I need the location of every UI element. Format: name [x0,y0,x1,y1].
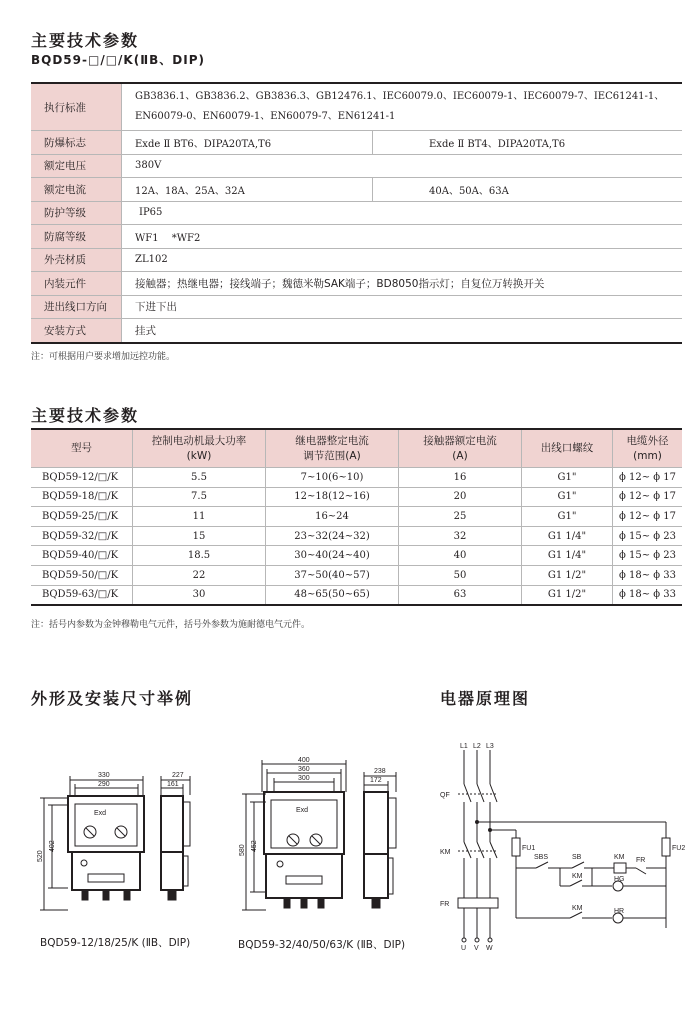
table-row [31,565,682,585]
table-cell: ϕ 12~ ϕ 17 [613,468,683,488]
table-row [31,131,682,155]
table-cell: ϕ 15~ ϕ 23 [613,546,683,566]
label-sbs: SBS [534,854,549,861]
label-km-aux1: KM [572,873,583,880]
table-cell: 48~65(50~65) [266,585,399,605]
exd-label: Exd [296,807,309,814]
row-label: 额定电压 [31,154,122,178]
col-header: 出线口螺纹 [522,429,613,468]
row-label: 安装方式 [31,319,122,343]
table-cell: 23~32(24~32) [266,526,399,546]
row-value: 挂式 [122,319,683,343]
table-cell: BQD59-25/□/K [31,507,133,527]
row-value: GB3836.1、GB3836.2、GB3836.3、GB12476.1、IEC60079.0、IEC60079-1、IEC60079-7、IEC61241-1、 EN60079-0、EN60079-1、EN60079-7、EN61241-1 [122,83,683,131]
dim-height-outer: 580 [239,844,246,856]
spec-table-1 [31,82,682,344]
dim-width-outer: 330 [98,772,110,779]
table-cell: BQD59-63/□/K [31,585,133,605]
label-l1: L1 [460,743,468,750]
table-cell: 40 [399,546,522,566]
table-cell: 37~50(40~57) [266,565,399,585]
label-l2: L2 [473,743,481,750]
dim-width-inner: 290 [98,781,110,788]
table-row [31,487,682,507]
table-cell: G1" [522,487,613,507]
dim-height-outer: 520 [37,850,44,862]
table-cell: ϕ 12~ ϕ 17 [613,487,683,507]
exd-label: Exd [94,810,107,817]
table-row [31,225,682,249]
row-label: 执行标准 [31,83,122,131]
table-cell: 30 [133,585,266,605]
dim-width-outer: 400 [298,757,310,764]
table-cell: BQD59-12/□/K [31,468,133,488]
section1-note: 注：可根据用户要求增加远控功能。 [31,352,176,362]
label-km-aux2: KM [572,905,583,912]
table-cell: BQD59-32/□/K [31,526,133,546]
table-cell: 50 [399,565,522,585]
table-cell: 11 [133,507,266,527]
dim-depth-outer: 227 [172,772,184,779]
table-row [31,295,682,319]
table-cell: G1 1/4" [522,526,613,546]
label-qf: QF [440,792,450,799]
label-fu2: FU2 [672,845,686,852]
col-header: 型号 [31,429,133,468]
table-row [31,507,682,527]
dim-width-mid: 360 [298,766,310,773]
label-sb: SB [572,854,582,861]
row-value: 下进下出 [122,295,683,319]
section1-title: 主要技术参数 [31,31,140,50]
label-u: U [461,945,467,952]
table-cell: 25 [399,507,522,527]
label-km: KM [440,849,451,856]
dim-depth-inner: 161 [167,781,179,788]
label-l3: L3 [486,743,494,750]
row-value: ZL102 [122,248,683,272]
table-row [31,468,682,488]
table-row [31,272,682,296]
section4-title: 电器原理图 [440,689,531,708]
table-cell: 63 [399,585,522,605]
table-row [31,546,682,566]
spec-table-2 [31,428,682,606]
row-value: 380V [122,154,683,178]
table-cell: BQD59-40/□/K [31,546,133,566]
table-cell: 5.5 [133,468,266,488]
table-cell: G1 1/4" [522,546,613,566]
table-cell: 16 [399,468,522,488]
table-cell: ϕ 18~ ϕ 33 [613,565,683,585]
enclosure-drawing-2 [236,752,416,922]
table-cell: 15 [133,526,266,546]
label-w: W [486,945,493,952]
section3-title: 外形及安装尺寸举例 [31,689,194,708]
row-label: 防腐等级 [31,225,122,249]
table-row [31,585,682,605]
row-value-left: 12A、18A、25A、32A [122,178,373,202]
label-km-coil: KM [614,854,625,861]
row-value: 接触器；热继电器；接线端子；魏德米勒SAK端子；BD8050指示灯；自复位万转换开关 [122,272,683,296]
table-cell: 18.5 [133,546,266,566]
enclosure-drawing-1 [28,760,208,920]
table-row [31,178,682,202]
row-value: WF1 *WF2 [122,225,683,249]
col-header: 继电器整定电流 调节范围(A) [266,429,399,468]
dim-height-inner: 402 [49,840,56,852]
row-label: 额定电流 [31,178,122,202]
table-cell: BQD59-18/□/K [31,487,133,507]
table-cell: G1" [522,507,613,527]
col-header: 电缆外径 (mm) [613,429,683,468]
row-label: 外壳材质 [31,248,122,272]
table-cell: 32 [399,526,522,546]
row-value: IP65 [122,201,683,225]
row-value-left: Exde Ⅱ BT6、DIPA20TA,T6 [122,131,373,155]
table-cell: 7.5 [133,487,266,507]
row-label: 防护等级 [31,201,122,225]
table-cell: G1" [522,468,613,488]
section2-note: 注：括号内参数为金钟穆勒电气元件，括号外参数为施耐德电气元件。 [31,620,311,630]
dim-height-inner: 452 [251,840,258,852]
table-row [31,83,682,131]
label-fu1: FU1 [522,845,536,852]
row-label: 内装元件 [31,272,122,296]
drawing2-caption: BQD59-32/40/50/63/K (ⅡB、DIP) [238,939,406,951]
row-label: 防爆标志 [31,131,122,155]
dim-depth-outer: 238 [374,768,386,775]
table-row [31,319,682,343]
table-cell: 16~24 [266,507,399,527]
section2-title: 主要技术参数 [31,406,140,425]
label-fr-contact: FR [636,857,646,864]
dim-depth-inner: 172 [370,777,382,784]
dim-width-inner: 300 [298,775,310,782]
table-cell: ϕ 12~ ϕ 17 [613,507,683,527]
row-label: 进出线口方向 [31,295,122,319]
table-row [31,526,682,546]
table-row [31,248,682,272]
table-cell: ϕ 15~ ϕ 23 [613,526,683,546]
table-cell: ϕ 18~ ϕ 33 [613,585,683,605]
table-row [31,154,682,178]
section1-model: BQD59-□/□/K(ⅡB、DIP) [31,53,205,67]
label-hg: HG [614,876,625,883]
row-value-right: Exde Ⅱ BT4、DIPA20TA,T6 [373,131,683,155]
table-cell: G1 1/2" [522,565,613,585]
table-cell: 12~18(12~16) [266,487,399,507]
table-header-row [31,429,682,468]
table-cell: 22 [133,565,266,585]
row-value-right: 40A、50A、63A [373,178,683,202]
table-cell: G1 1/2" [522,585,613,605]
table-cell: 20 [399,487,522,507]
table-row [31,201,682,225]
label-hr: HR [614,908,625,915]
label-fr: FR [440,901,450,908]
label-v: V [474,945,479,952]
col-header: 控制电动机最大功率 (kW) [133,429,266,468]
table-cell: 30~40(24~40) [266,546,399,566]
col-header: 接触器额定电流 (A) [399,429,522,468]
table-cell: 7~10(6~10) [266,468,399,488]
table-cell: BQD59-50/□/K [31,565,133,585]
drawing1-caption: BQD59-12/18/25/K (ⅡB、DIP) [40,937,191,949]
circuit-schematic [436,738,686,954]
